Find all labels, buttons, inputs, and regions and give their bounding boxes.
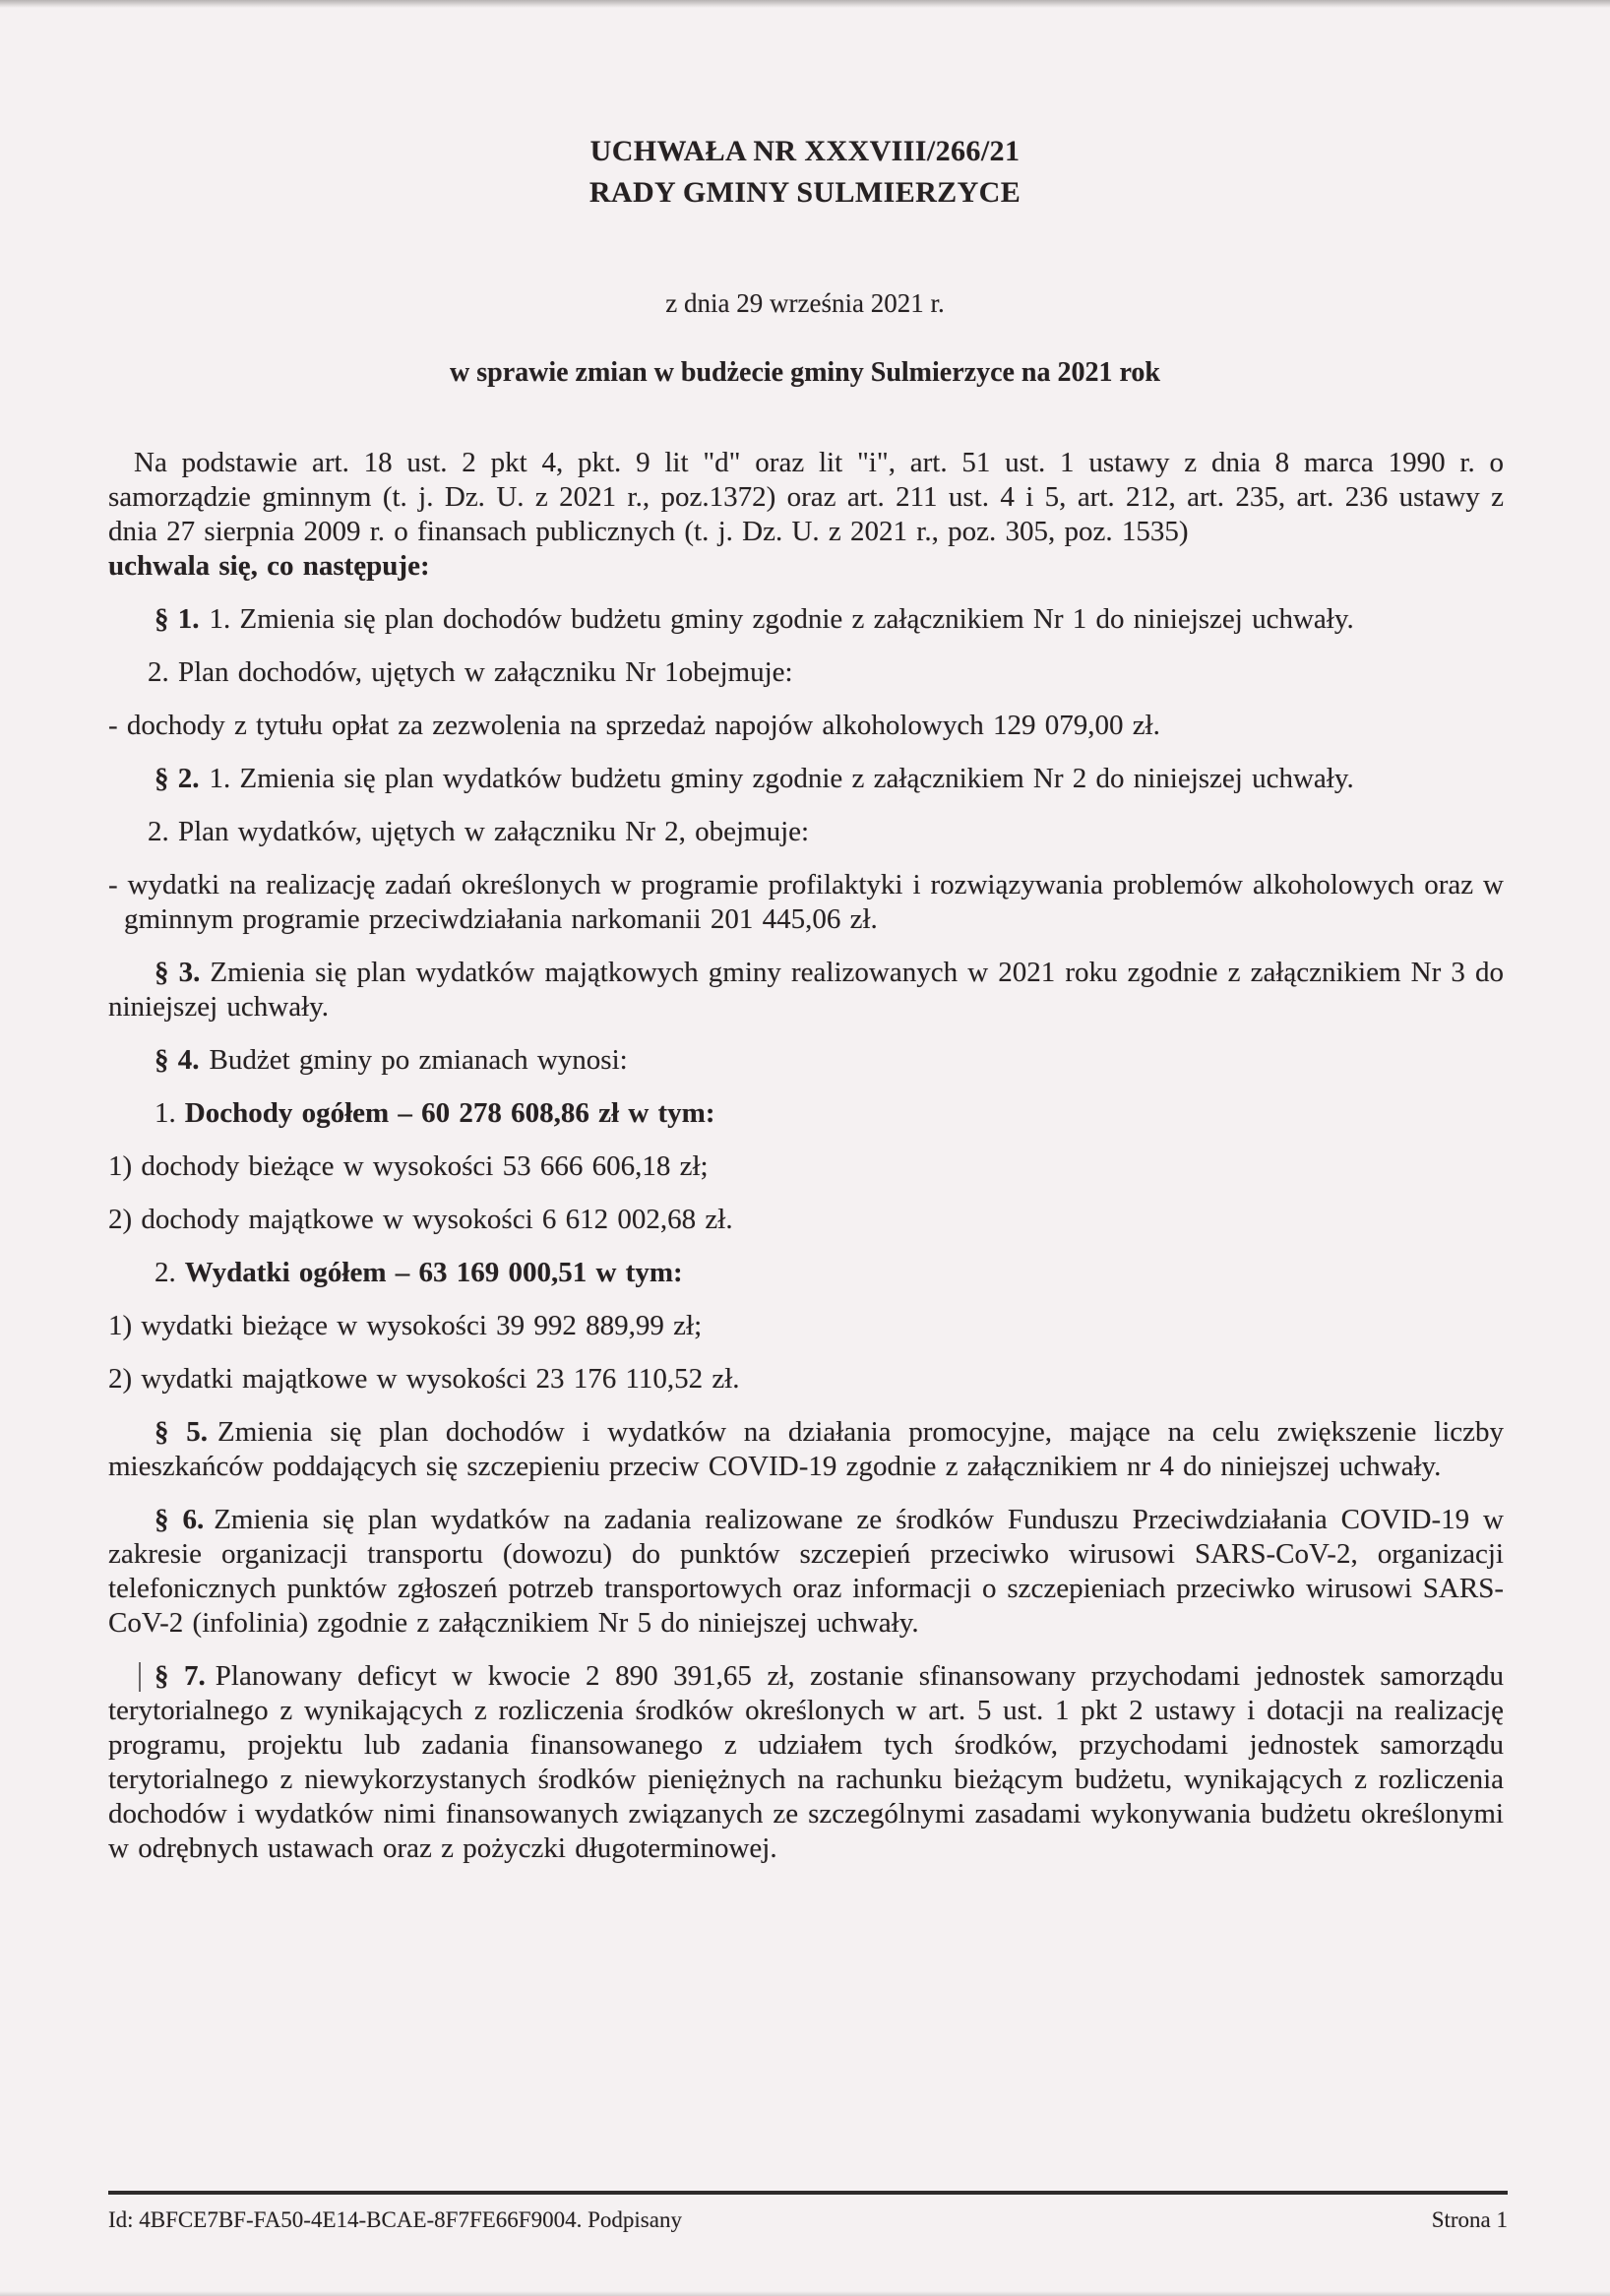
section-7-paragraph [108, 1659, 1504, 1866]
legal-basis-text: Na podstawie art. 18 ust. 2 pkt 4, pkt. 9 lit "d" oraz lit "i", art. 51 ust. 1 ustawy z dnia 8 marca 1990 r. o samorządzie gminnym (t. j. Dz. U. z 2021 r., poz.1372) oraz art. 211 ust. 4 i 5, art. 212, art. 235, art. 236 ustawy z dnia 27 sierpnia 2009 r. o finansach publicznych (t. j. Dz. U. z 2021 r., poz. 305, poz. 1535) [108, 447, 1504, 547]
alcohol-income-bullet: - dochody z tytułu opłat za zezwolenia na sprzedaż napojów alkoholowych 129 079,00 zł. [108, 710, 1160, 741]
issuing-authority: RADY GMINY SULMIERZYCE [588, 176, 1022, 209]
section-4-paragraph [108, 1043, 1504, 1078]
resolution-subject: w sprawie zmian w budżecie gminy Sulmierzyce na 2021 rok [450, 357, 1160, 388]
section-2-paragraph [108, 762, 1504, 796]
footer-rule [108, 2191, 1508, 2195]
total-expense-number: 2. [155, 1257, 176, 1288]
section-5-text: Zmienia się plan dochodów i wydatków na działania promocyjne, mające na celu zwiększenie liczby mieszkańców poddających się szczepieniu przeciw COVID-19 zgodnie z załącznikiem nr 4 do niniejszej uchwały. [108, 1416, 1504, 1482]
resolution-number: UCHWAŁA NR XXXVIII/266/21 [589, 135, 1021, 167]
section-6-symbol: § 6. [155, 1504, 205, 1535]
document-body [108, 446, 1504, 1866]
page-number: Strona 1 [1431, 2207, 1508, 2232]
legal-basis-paragraph [108, 446, 1504, 549]
section-6-paragraph [108, 1503, 1504, 1641]
section-7-text: Planowany deficyt w kwocie 2 890 391,65 zł, zostanie sfinansowany przychodami jednostek samorządu terytorialnego z wynikających z rozliczenia środków określonych w art. 5 ust. 1 pkt 2 ustawy i dotacji na realizację programu, projektu lub zadania finansowanego z udziałem tych środków, przychodami jednostek samorządu terytorialnego z niewykorzystanych środków pieniężnych na rachunku bieżącym budżetu, wynikających z rozliczenia dochodów i wydatków nimi finansowanych związanych ze szczególnymi zasadami wykonywania budżetu określonymi w odrębnych ustawach oraz z pożyczki długoterminowej. [108, 1660, 1504, 1864]
capital-income-line: 2) dochody majątkowe w wysokości 6 612 002,68 zł. [108, 1204, 733, 1235]
alcohol-expense-bullet: - wydatki na realizację zadań określonych w programie profilaktyki i rozwiązywania problemów alkoholowych oraz w gminnym programie przeciwdziałania narkomanii 201 445,06 zł. [108, 869, 1504, 935]
capital-expense-line: 2) wydatki majątkowe w wysokości 23 176 110,52 zł. [108, 1363, 740, 1395]
total-income-line [108, 1096, 1504, 1131]
section-7-symbol: § 7. [155, 1660, 206, 1692]
section-1-text: 1. Zmienia się plan dochodów budżetu gminy zgodnie z załącznikiem Nr 1 do niniejszej uchwały. [209, 603, 1354, 635]
section-4-text: Budżet gminy po zmianach wynosi: [209, 1044, 628, 1076]
resolution-date: z dnia 29 września 2021 r. [665, 288, 945, 318]
scan-edge-artifact-bottom [0, 2291, 1610, 2296]
total-expense-line [108, 1256, 1504, 1290]
section-5-paragraph [108, 1415, 1504, 1484]
total-income-text: Dochody ogółem – 60 278 608,86 zł w tym: [184, 1097, 715, 1129]
current-income-line: 1) dochody bieżące w wysokości 53 666 606,18 zł; [108, 1150, 709, 1182]
section-3-symbol: § 3. [155, 957, 201, 988]
scan-edge-artifact-top [0, 0, 1610, 8]
document-header [0, 0, 1610, 389]
total-expense-text: Wydatki ogółem – 63 169 000,51 w tym: [184, 1257, 683, 1288]
section-1-paragraph [108, 602, 1504, 637]
section-2-text: 1. Zmienia się plan wydatków budżetu gminy zgodnie z załącznikiem Nr 2 do niniejszej uchwały. [209, 763, 1354, 794]
current-expense-line: 1) wydatki bieżące w wysokości 39 992 889,99 zł; [108, 1310, 703, 1341]
section-1-symbol: § 1. [155, 603, 200, 635]
document-id: Id: 4BFCE7BF-FA50-4E14-BCAE-8F7FE66F9004. Podpisany [108, 2207, 682, 2232]
section-3-text: Zmienia się plan wydatków majątkowych gminy realizowanych w 2021 roku zgodnie z załącznikiem Nr 3 do niniejszej uchwały. [108, 957, 1504, 1023]
section-2-point-2: 2. Plan wydatków, ujętych w załączniku Nr 2, obejmuje: [148, 816, 810, 847]
section-5-symbol: § 5. [155, 1416, 208, 1448]
section-3-paragraph [108, 956, 1504, 1024]
document-footer [108, 2191, 1508, 2234]
enacting-clause: uchwala się, co następuje: [108, 550, 430, 582]
section-4-symbol: § 4. [155, 1044, 200, 1076]
section-6-text: Zmienia się plan wydatków na zadania realizowane ze środków Funduszu Przeciwdziałania COVID-19 w zakresie organizacji transportu (dowozu) do punktów szczepień przeciwko wirusowi SARS-CoV-2, organizacji telefonicznych punktów zgłoszeń potrzeb transportowych oraz informacji o szczepieniach przeciwko wirusowi SARS-CoV-2 (infolinia) zgodnie z załącznikiem Nr 5 do niniejszej uchwały. [108, 1504, 1505, 1639]
section-2-symbol: § 2. [155, 763, 200, 794]
section-1-point-2: 2. Plan dochodów, ujętych w załączniku Nr 1obejmuje: [148, 656, 793, 688]
scan-artifact-bar [139, 1662, 141, 1692]
total-income-number: 1. [155, 1097, 176, 1129]
